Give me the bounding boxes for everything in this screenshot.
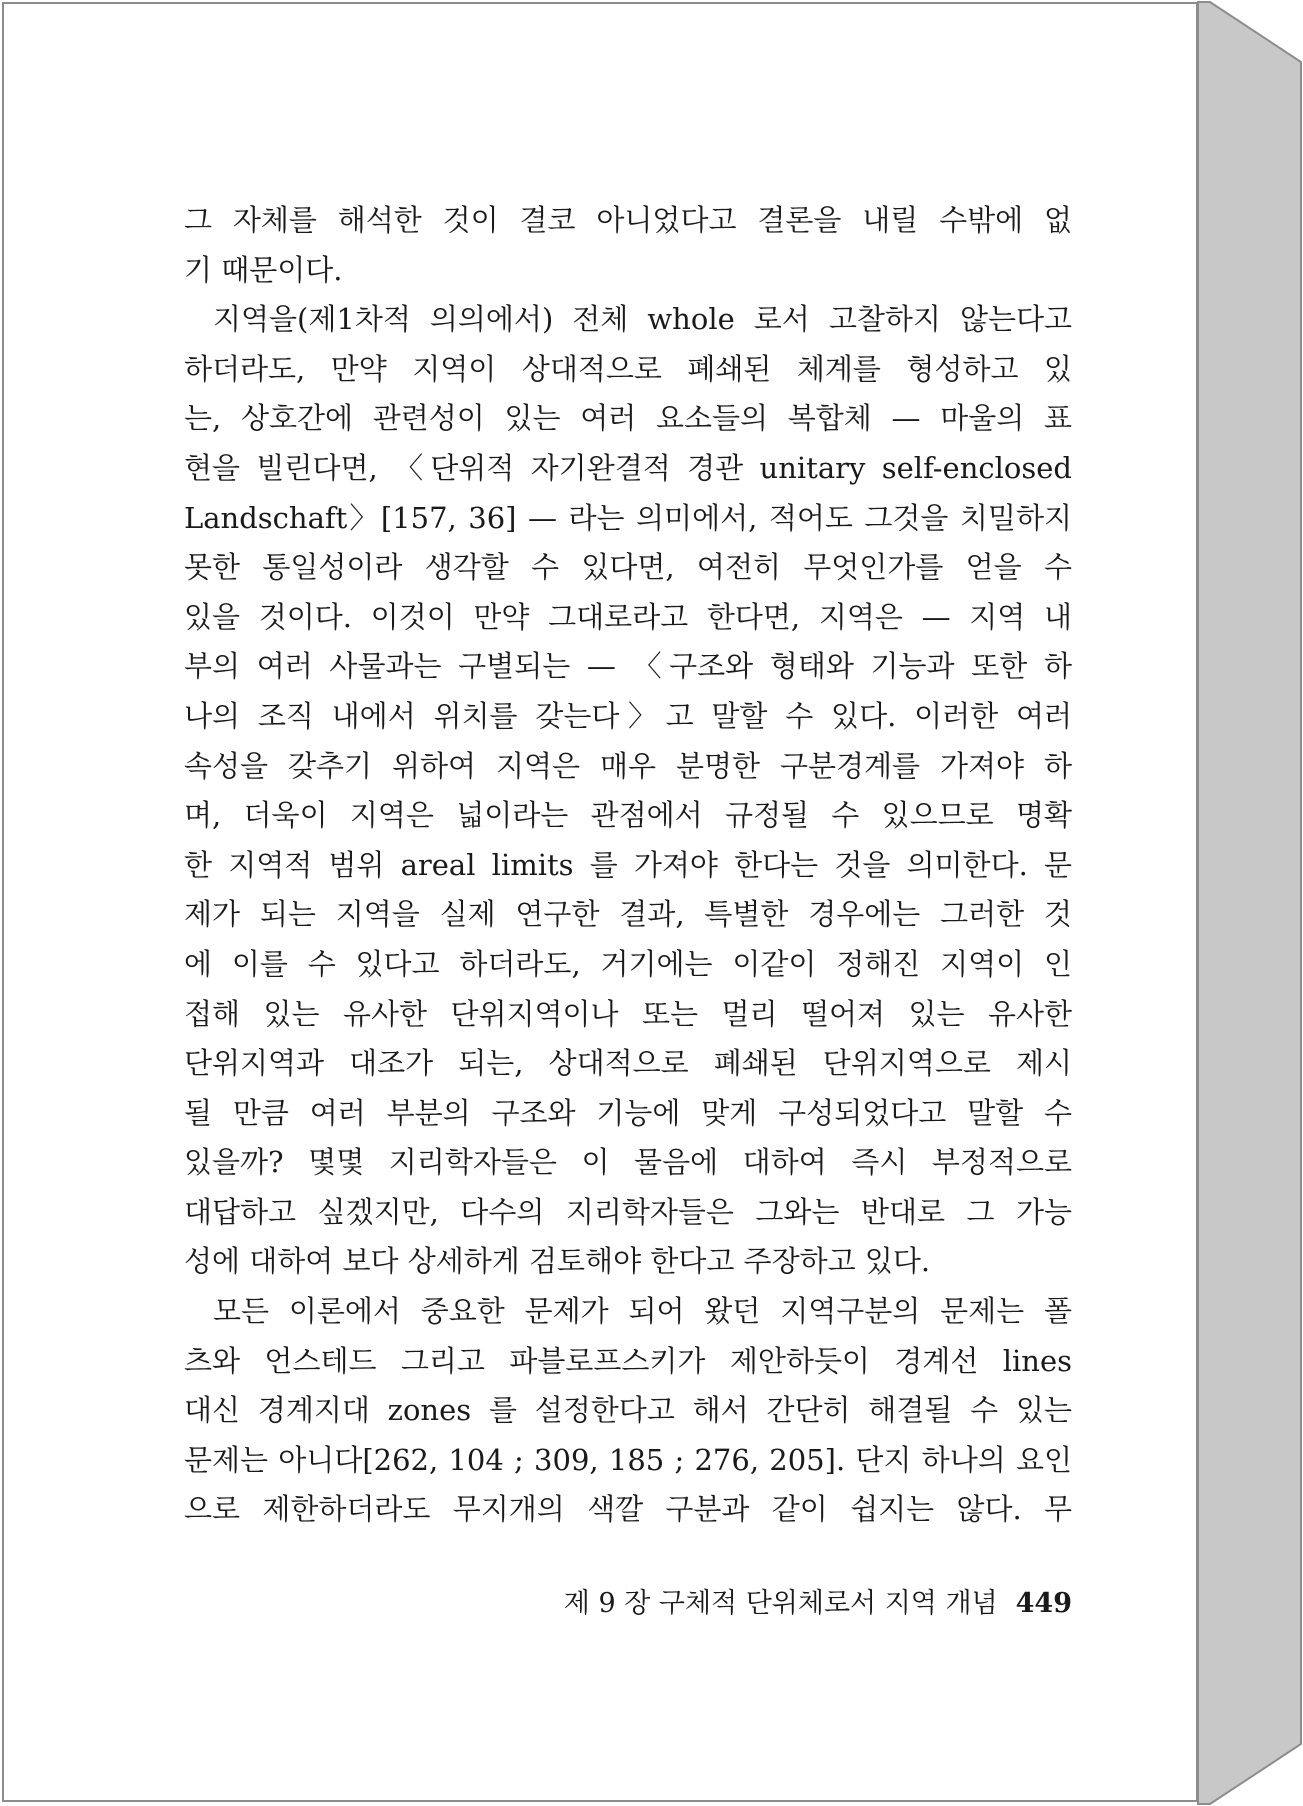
text-line: Landschaft〉[157, 36] — 라는 의미에서, 적어도 그것을 치밀하지 [184,500,1072,535]
text-line: 한 지역적 범위 areal limits 를 가져야 한다는 것을 의미한다. 문 [184,847,1072,882]
text-line: 성에 대하여 보다 상세하게 검토해야 한다고 주장하고 있다. [184,1244,931,1279]
text-line: 모든 이론에서 중요한 문제가 되어 왔던 지역구분의 문제는 폴 [213,1294,1072,1329]
text-line: 츠와 언스테드 그리고 파블로프스키가 제안하듯이 경계선 lines [184,1343,1072,1378]
text-line: 있을까? 몇몇 지리학자들은 이 물음에 대하여 즉시 부정적으로 [184,1145,1072,1180]
text-line: 될 만큼 여러 부분의 구조와 기능에 맞게 구성되었다고 말할 수 [184,1095,1072,1130]
text-line: 으로 제한하더라도 무지개의 색깔 구분과 같이 쉽지는 않다. 무 [184,1492,1072,1527]
text-line: 부의 여러 사물과는 구별되는 — 〈구조와 형태와 기능과 또한 하 [184,649,1072,684]
text-line: 접해 있는 유사한 단위지역이나 또는 멀리 떨어져 있는 유사한 [184,996,1072,1031]
page-number: 449 [1015,1588,1072,1619]
text-line: 못한 통일성이라 생각할 수 있다면, 여전히 무엇인가를 얻을 수 [184,550,1072,585]
text-line: 대답하고 싶겠지만, 다수의 지리학자들은 그와는 반대로 그 가능 [184,1194,1072,1229]
running-footer [542,1581,1072,1620]
text-line: 며, 더욱이 지역은 넓이라는 관점에서 규정될 수 있으므로 명확 [184,798,1072,833]
chapter-title: 제 9 장 구체적 단위체로서 지역 개념 [563,1588,998,1619]
text-line: 있을 것이다. 이것이 만약 그대로라고 한다면, 지역은 — 지역 내 [184,599,1072,634]
text-line: 그 자체를 해석한 것이 결코 아니었다고 결론을 내릴 수밖에 없 [184,203,1072,237]
text-line: 대신 경계지대 zones 를 설정한다고 해서 간단히 해결될 수 있는 [184,1393,1072,1428]
text-line: 에 이를 수 있다고 하더라도, 거기에는 이같이 정해진 지역이 인 [184,946,1072,981]
text-line: 속성을 갖추기 위하여 지역은 매우 분명한 구분경계를 가져야 하 [184,748,1072,783]
text-line: 지역을(제1차적 의의에서) 전체 whole 로서 고찰하지 않는다고 [213,302,1072,337]
text-line: 하더라도, 만약 지역이 상대적으로 폐쇄된 체계를 형성하고 있 [184,351,1072,386]
text-line: 현을 빌린다면, 〈단위적 자기완결적 경관 unitary self-enclosed [184,450,1072,485]
text-line: 기 때문이다. [184,252,343,287]
text-line: 나의 조직 내에서 위치를 갖는다〉고 말할 수 있다. 이러한 여러 [184,698,1072,733]
text-line: 문제는 아니다[262, 104 ; 309, 185 ; 276, 205]. 단지 하나의 요인 [184,1442,1072,1477]
text-line: 는, 상호간에 관련성이 있는 여러 요소들의 복합체 — 마울의 표 [184,401,1072,436]
text-line: 제가 되는 지역을 실제 연구한 결과, 특별한 경우에는 그러한 것 [184,897,1072,932]
body-text [184,196,1072,1535]
text-line: 단위지역과 대조가 되는, 상대적으로 폐쇄된 단위지역으로 제시 [184,1046,1072,1081]
